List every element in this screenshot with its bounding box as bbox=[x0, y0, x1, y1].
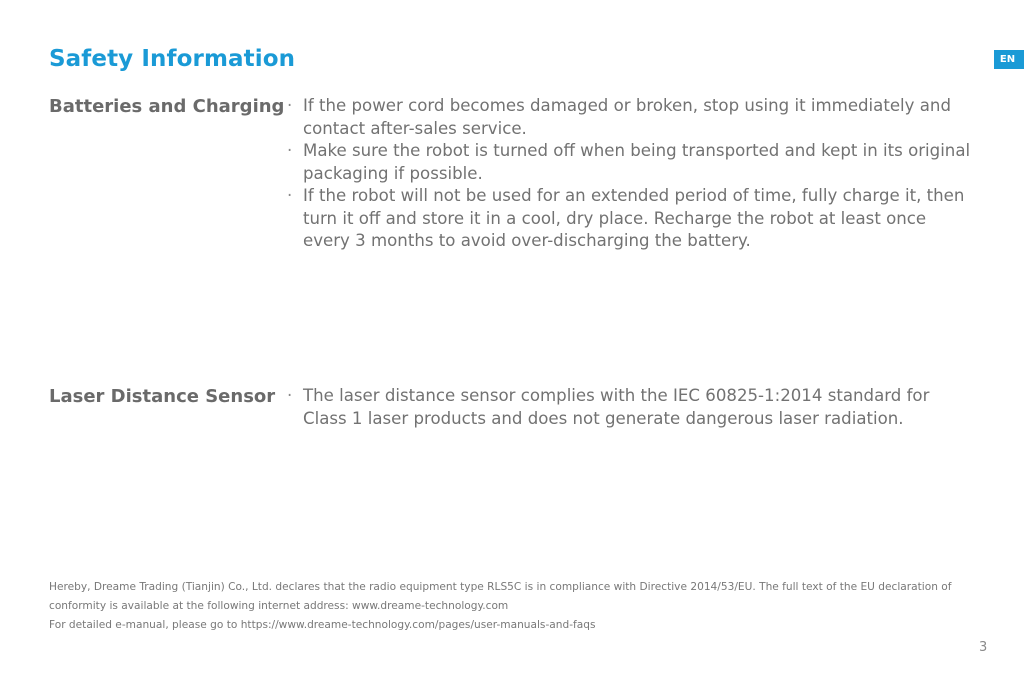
bullet-text: If the power cord becomes damaged or broken, stop using it immediately and contact after-sales service. bbox=[303, 96, 951, 138]
list-item bbox=[287, 185, 977, 253]
list-item bbox=[287, 385, 977, 430]
declaration-text: Hereby, Dreame Trading (Tianjin) Co., Ltd. declares that the radio equipment type RLS5C is in compliance with Directive 2014/53/EU. The full text of the EU declaration of conformity is available at the following internet address: www.dreame-technology.com bbox=[49, 581, 952, 612]
language-badge: EN bbox=[994, 50, 1024, 69]
bullet-list bbox=[287, 385, 977, 430]
bullet-dot-icon: · bbox=[287, 386, 293, 405]
bullet-dot-icon: · bbox=[287, 96, 293, 115]
section-heading: Laser Distance Sensor bbox=[49, 386, 276, 407]
section-heading: Batteries and Charging bbox=[49, 96, 285, 117]
bullet-text: If the robot will not be used for an extended period of time, fully charge it, then turn it off and store it in a cool, dry place. Recharge the robot at least once every 3 months to avoid over-discharging the battery. bbox=[303, 186, 965, 250]
page-title: Safety Information bbox=[49, 46, 296, 72]
bullet-dot-icon: · bbox=[287, 141, 293, 160]
bullet-list bbox=[287, 95, 977, 253]
bullet-dot-icon: · bbox=[287, 186, 293, 205]
bullet-text: The laser distance sensor complies with the IEC 60825-1:2014 standard for Class 1 laser products and does not generate dangerous laser radiation. bbox=[303, 386, 930, 428]
manual-text: For detailed e-manual, please go to https://www.dreame-technology.com/pages/user-manuals-and-faqs bbox=[49, 619, 596, 631]
list-item bbox=[287, 140, 977, 185]
footer-compliance bbox=[49, 578, 969, 635]
page-number: 3 bbox=[979, 640, 988, 655]
bullet-text: Make sure the robot is turned off when being transported and kept in its original packaging if possible. bbox=[303, 141, 971, 183]
list-item bbox=[287, 95, 977, 140]
